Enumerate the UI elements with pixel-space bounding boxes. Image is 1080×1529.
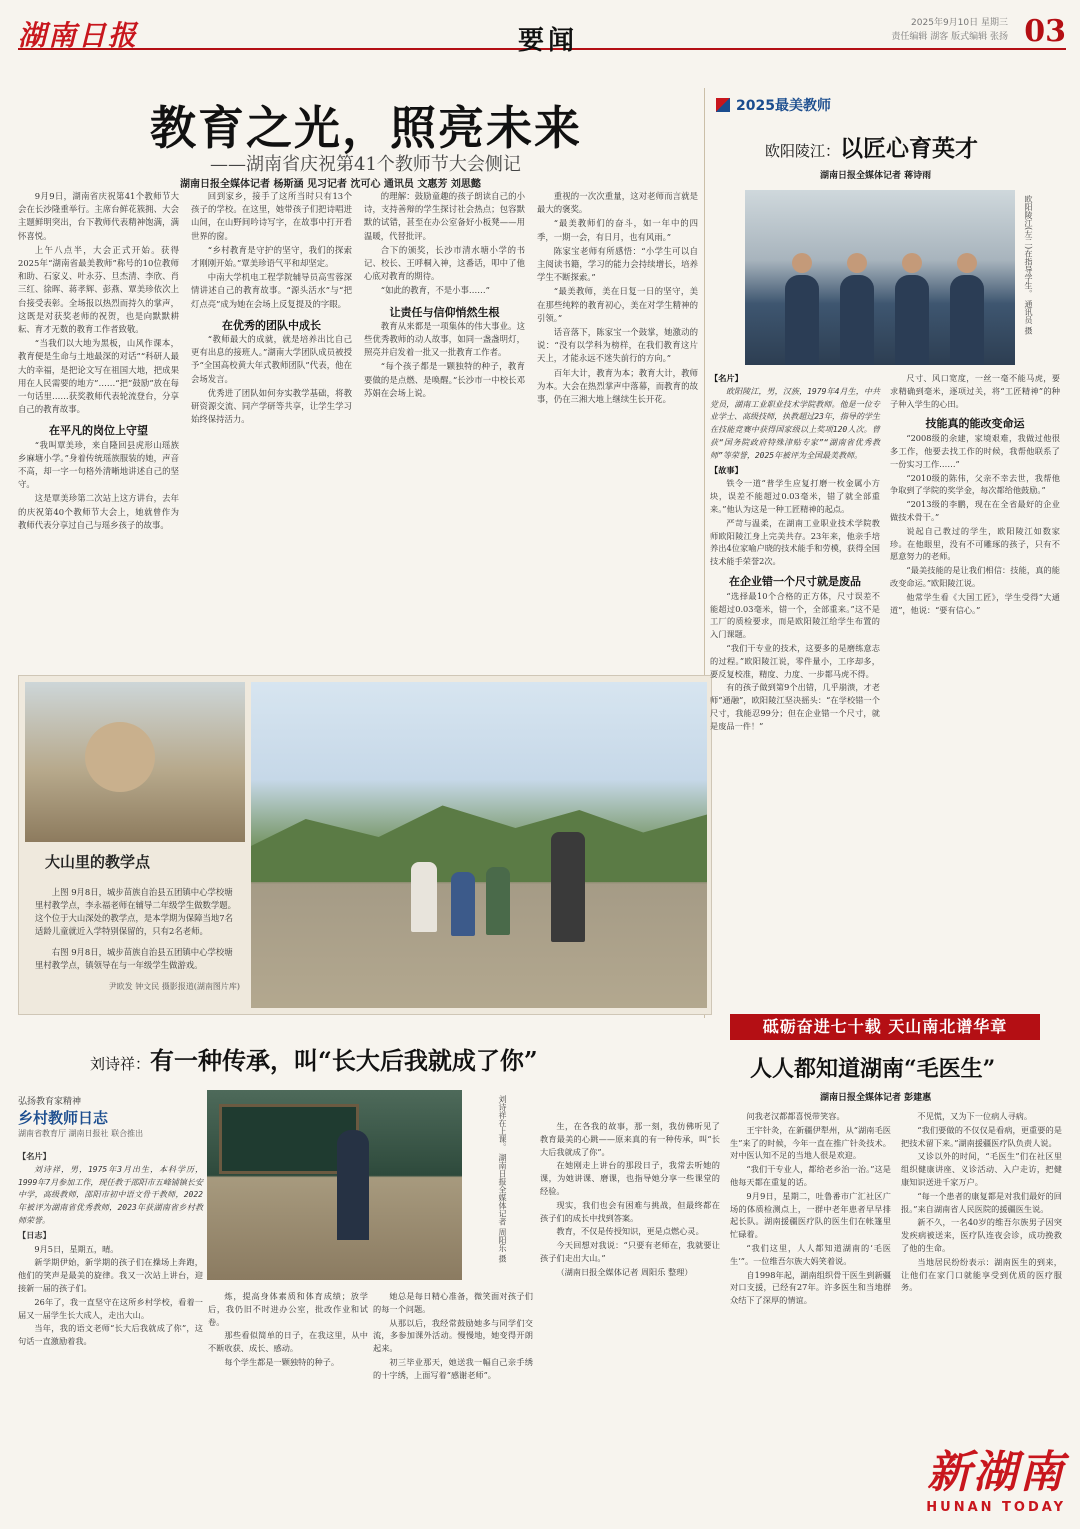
teacher-column-1 — [710, 372, 880, 1007]
caption-right: 右图 9月8日，城步苗族自治县五团镇中心学校塘里村教学点，镇领导在与一年级学生做游戏。 — [35, 947, 233, 970]
paragraph: 教育，不仅是传授知识，更是点燃心灵。 — [556, 1226, 704, 1237]
section-title: 要闻 — [518, 26, 579, 56]
liu-name: 刘诗祥： — [90, 1055, 151, 1073]
paragraph: “选择最10个合格的正方体，尺寸误差不能超过0.03毫米，错一个，全部重来。”这不是工厂的质检要求，而是欧阳陵江给学生布置的入门课题。 — [710, 590, 880, 640]
liu-column-4 — [540, 1120, 720, 1520]
paragraph: “乡村教育是守护的坚守，我们的探索才刚刚开始。”覃美珍语气平和却坚定。 — [191, 244, 352, 269]
paragraph: 陈家宝老师有所感悟：“小学生可以自主阅读书籍，学习的能力会持续增长，培养学生不断探索。” — [537, 245, 698, 283]
paragraph: 那些看似简单的日子，在我这里，从中不断收获、成长、感动。 — [208, 1330, 368, 1354]
paragraph: 现实，我们也会有困难与挑战，但最终都在孩子们的成长中找到答案。 — [540, 1199, 720, 1223]
masthead — [18, 14, 1066, 56]
paragraph: “最美技能的是让我们相信：技能，真的能改变命运。”欧阳陵江说。 — [890, 565, 1060, 588]
column-tag-big: 乡村教师日志 — [18, 1109, 109, 1127]
paragraph: 王宇针灸，在新疆伊犁州，从“湖南毛医生”来了的时候，今年一直在推广针灸技术。对中医认知不足的当地人很是欢迎。 — [730, 1124, 891, 1161]
paragraph: “教师最大的成就，就是培养出比自己更有出息的接班人。”湖南大学团队成员被授予“全国高校黄大年式教师团队”代表，他在会场发言。 — [191, 334, 352, 384]
teacher-head — [902, 253, 922, 273]
student-figure — [785, 275, 819, 365]
paragraph: 9月9日，星期二，吐鲁番市广汇社区广场的体质检测点上，一群中老年患者早早排起长队。湖南援疆医疗队的医生们在帐篷里忙碌着。 — [730, 1190, 891, 1240]
student-head — [847, 253, 867, 273]
classroom-photo — [25, 682, 245, 842]
paragraph: 优秀进了团队如何夯实教学基础，将教研资源交流、同产学研等共享，让学生学习始终保持活力。 — [191, 387, 352, 425]
workshop-photo — [745, 190, 1015, 365]
paragraph: 他常学生看《大国工匠》，学生受得“大通道”，他说：“要有信心。” — [890, 591, 1060, 615]
paragraph: 严苛与温柔，在湖南工业职业技术学院教师欧阳陵江身上完美共存。23年来，他亲手培养出4位家喻户晓的技术能手和劳模，获得全国技术能手荣誉2次。 — [710, 517, 880, 567]
adult-figure — [551, 832, 585, 942]
paragraph: 炼，提高身体素质和体育成绩；放学后，我仍旧不时进办公室，批改作业和试卷。 — [208, 1291, 368, 1327]
mountain-shape — [251, 792, 707, 882]
liu-column-3 — [373, 1290, 533, 1520]
paragraph: 话音落下，陈家宝一个鼓掌，她激动的说：“没有以学科为榜样，在我们教育这片天上，才能永远不迷失前行的方向。” — [537, 327, 698, 364]
photo-feature — [18, 675, 712, 1015]
paragraph: 不见慌，又为下一位病人寻病。 — [917, 1111, 1033, 1121]
photo-credit: 尹欧发 钟文民 摄影报道(湖南图片库) — [108, 982, 240, 991]
watermark-en: HUNAN TODAY — [926, 1500, 1066, 1515]
paragraph: 百年大计，教育为本；教育大计，教师为本。大会在热烈掌声中落幕，而教育的故事，仍在三湘大地上继续生长开花。 — [537, 367, 698, 405]
paragraph: 上午八点半，大会正式开始。获得2025年“湖南省最美教师”称号的10位教师和助、石家义、叶永芬、旦杰清、李欣、肖三红、徐晖、蒋孝辉、彭燕、覃美珍依次上台接受表彰。全场报以热烈而持久的掌声，这既是对获奖老师的祝贺，也是向默默耕耘、育才无数的教育工作者致敬。 — [18, 244, 179, 335]
liu-photo-caption: 刘诗祥在上课。 湖南日报全媒体记者 周阳乐 摄 — [498, 1095, 507, 1263]
teacher-byline: 湖南日报全媒体记者 蒋诗雨 — [820, 171, 932, 181]
paragraph: “我们干专业人，都给老乡治一治。”这是他每天都在重复的话。 — [730, 1164, 891, 1187]
paragraph: “如此的教育，不是小事……” — [380, 285, 490, 296]
paragraph: “2013级的李鹏，现在在全省最好的企业做技术骨干。” — [890, 499, 1060, 522]
paragraph: 铁令一道“普学生应复打磨一枚金属小方块，误差不能超过0.03毫米，错了就全部重来。”他认为这是一种工匠精神的起点。 — [710, 478, 880, 514]
paragraph: 说起自己教过的学生，欧阳陵江如数家珍。在他眼里，没有不可雕琢的孩子，只有不愿意努力的老师。 — [890, 525, 1060, 562]
watermark-logo — [926, 1436, 1066, 1515]
paragraph: 中南大学机电工程学院辅导员高雪蓉深情讲述自己的教育故事。“源头活水”与“把灯点亮”成为她在会场上反复提及的字眼。 — [191, 272, 352, 309]
mao-headline: 人人都知道湖南“毛医生” — [750, 1056, 996, 1082]
teacher-headline — [765, 130, 978, 163]
column-tag-partner: 湖南省教育厅 湖南日报社 联合推出 — [18, 1129, 144, 1138]
profile-text: 欧阳陵江，男，汉族，1979年4月生，中共党员，湖南工业职业技术学院教师。他是一位专业学士、高级技师，执教超过23年，指导的学生在技能竞赛中获得国家级以上奖项120人次。曾获“国务院政府特殊津贴专家”“湖南省优秀教师”等荣誉，2025年被评为全国最美教师。 — [710, 386, 880, 460]
teacher-figure — [895, 275, 929, 365]
special-banner: 砥砺奋进七十载 天山南北谱华章 — [730, 1014, 1040, 1040]
paragraph: “2010级的陈伟，父亲不幸去世，我帮他争取到了学院的奖学金，每次都给他鼓励。” — [890, 472, 1060, 496]
tag-2025-teacher: 2025最美教师 — [716, 95, 831, 115]
paragraph: 9月9日，湖南省庆祝第41个教师节大会在长沙隆重举行。主席台鲜花簇拥、大会主题鲜明突出，台下教师代表精神饱满，满怀喜悦。 — [18, 191, 179, 241]
newspaper-logo: 湖南日报 — [18, 19, 139, 52]
story-label: 【故事】 — [710, 464, 743, 475]
column-tag — [18, 1094, 168, 1144]
paragraph: 每个学生都是一颗独特的种子。 — [224, 1356, 340, 1367]
paragraph: “我们要做的不仅仅是看病，更重要的是把技术留下来。”湖南援疆医疗队负责人说。 — [901, 1124, 1062, 1148]
lead-subtitle: ——湖南省庆祝第41个教师节大会侧记 — [210, 154, 521, 175]
paragraph: 生，在各我的故事，那一刻，我仿佛听见了教育最美的心跳——原来真的有一种传承，叫“长大后我就成了你”。 — [540, 1121, 720, 1157]
paragraph: （湖南日报全媒体记者 周阳乐 整理） — [556, 1266, 693, 1277]
paragraph: 初三毕业那天，她送我一幅自己亲手绣的十字绣，上面写着“感谢老师”。 — [373, 1356, 533, 1380]
teacher-name: 欧阳陵江： — [765, 142, 841, 160]
liu-title: 有一种传承，叫“长大后我就成了你” — [150, 1046, 538, 1075]
paragraph: 今天回想对我说：“只要有老师在，我就要让孩子们走出大山。” — [540, 1240, 720, 1263]
liu-column-2 — [208, 1290, 368, 1520]
subheading: 让责任与信仰悄然生根 — [389, 305, 500, 319]
liu-headline — [90, 1041, 538, 1076]
child-figure — [451, 872, 475, 936]
lead-column-3 — [364, 190, 525, 660]
paragraph: 重视的一次次重量，这对老师而言就是最大的褒奖。 — [537, 191, 698, 215]
issue-date: 2025年9月10日 星期三 — [911, 18, 1008, 28]
paragraph: 问我老汉都都喜悦带笑容。 — [746, 1111, 845, 1121]
paragraph: “最美教师们的奋斗，如一年中的四季，一期一会，有日月，也有风雨。” — [537, 218, 698, 242]
teacher-body — [710, 372, 1060, 1007]
photo-caption — [35, 886, 240, 993]
student-head — [957, 253, 977, 273]
paragraph: 教育从来都是一项集体的伟大事业。这些优秀教师的动人故事，如同一盏盏明灯，照亮并启发着一批又一批教育工作者。 — [364, 320, 525, 358]
lead-column-2 — [191, 190, 352, 660]
paragraph: 9月5日，星期五，晴。 — [34, 1243, 119, 1254]
teacher-title: 以匠心育英才 — [840, 135, 979, 162]
mountain-playground-photo — [251, 682, 707, 1008]
paragraph: 自1998年起，湖南组织骨干医生到新疆对口支援，已经有27年。许多医生和当地群众结下了深厚的情谊。 — [730, 1269, 891, 1306]
subheading: 在优秀的团队中成长 — [222, 318, 321, 332]
staff-line: 责任编辑 湖客 版式编辑 张扬 — [891, 32, 1008, 42]
lead-byline: 湖南日报全媒体记者 杨斯涵 见习记者 沈可心 通讯员 文惠芳 刘思懿 — [180, 179, 481, 190]
watermark-cn: 新湖南 — [927, 1447, 1066, 1498]
paragraph: 有的孩子做到第9个出错，几乎崩溃，才老师“通融”，欧阳陵江坚决摇头：“在学校错一个尺寸，我能忍99分；但在企业错一个尺寸，就是废品一件！” — [710, 682, 880, 731]
column-tag-small: 弘扬教育家精神 — [18, 1097, 82, 1107]
paragraph: “2008级的余建，家境艰难，我做过他很多工作，他要去找工作的时候，我帮他联系了一份实习工作……” — [890, 433, 1060, 469]
issue-meta — [891, 16, 1008, 44]
paragraph: “当我们以大地为黑板，山风作课本，教育便是生命与土地最深的对话”“科研人最大的幸福，是把论文写在祖国大地，把成果用在人民需要的地方”……“把”鼓励”放在每一句话里……获奖教师代表轮流登台，分享自己的教育故事。 — [18, 338, 179, 415]
paragraph: 新学期伊始，新学期的孩子们在操场上奔跑，他们的笑声是最美的旋律。我又一次站上讲台，迎接新一届的孩子们。 — [18, 1257, 203, 1293]
paragraph: 合下的颁奖，长沙市清水塘小学的书记、校长、王呼桐入神，这番话，叩中了他心底对教育的期待。 — [364, 244, 525, 282]
paragraph: 在她刚走上讲台的那段日子，我常去听她的课，为她讲课、磨课，也指导她分享一些课堂的经验。 — [540, 1160, 720, 1196]
profile-label: 【名片】 — [18, 1151, 51, 1161]
paragraph: “我们干专业的技术，这要多的是磨练意志的过程。”欧阳陵江说，零件量小，工序却多，要反复校准，精度、力度、一步都马虎不得。 — [710, 642, 880, 679]
paragraph: “每一个患者的康复都是对我们最好的回报。”来自湖南省人民医院的援疆医生说。 — [901, 1190, 1062, 1214]
mao-byline: 湖南日报全媒体记者 彭建惠 — [820, 1093, 932, 1103]
lead-column-4 — [537, 190, 698, 660]
paragraph: 新不久，一名40岁的维吾尔族男子因突发疾病被送来，医疗队连夜会诊，成功挽救了他的生命。 — [901, 1217, 1062, 1253]
child-figure — [486, 867, 510, 935]
paragraph: 尺寸、风口宽度，一丝一毫不能马虎，要求精确到毫米，逐项过关，将“工匠精神”的种子种入学生的心田。 — [890, 373, 1060, 409]
paragraph: 这是覃美珍第二次站上这方讲台，去年的庆祝第40个教师节大会上，她就曾作为教师代表分享过自己与瑶乡孩子的故事。 — [18, 493, 179, 530]
photo-label: 大山里的教学点 — [45, 853, 151, 871]
lead-body — [18, 190, 698, 660]
student-figure — [840, 275, 874, 365]
paragraph: 她总是每日精心准备，微笑面对孩子们的每一个问题。 — [373, 1291, 533, 1314]
caption-top: 上图 9月8日，城步苗族自治县五团镇中心学校塘里村教学点，李永福老师在辅导二年级学生做数学题。这个位于大山深处的教学点，是本学期为保障当地7名适龄儿童就近入学特别保留的，只有2名老师。 — [35, 887, 236, 936]
teacher-column-2 — [890, 372, 1060, 1007]
child-figure — [411, 862, 437, 932]
paragraph: 26年了，我一直坚守在这所乡村学校，看着一届又一届学生长大成人，走出大山。 — [18, 1296, 203, 1320]
profile-label: 【名片】 — [710, 373, 743, 383]
subheading: 在平凡的岗位上守望 — [49, 424, 148, 438]
student-head — [792, 253, 812, 273]
paragraph: “我们这里，人人都知道湖南的‘毛医生’”。一位维吾尔族大妈笑着说。 — [730, 1242, 891, 1266]
lead-column-1 — [18, 190, 179, 660]
liu-column-1 — [18, 1150, 203, 1520]
student-figure — [950, 275, 984, 365]
paragraph: 当年，我的语文老师“长大后我就成了你”，这句话一直激励着我。 — [18, 1323, 203, 1347]
page-number: 03 — [1024, 14, 1066, 49]
subheading: 技能真的能改变命运 — [925, 417, 1025, 431]
paragraph: 当地居民纷纷表示：湖南医生的到来，让他们在家门口就能享受到优质的医疗服务。 — [901, 1256, 1062, 1293]
paragraph: “我叫覃美珍，来自隆回县虎形山瑶族乡麻塘小学。”身着传统瑶族服装的她，声音不高，却一字一句格外清晰地讲述自己的坚守。 — [18, 439, 179, 490]
paragraph: 回到家乡，接手了这所当时只有13个孩子的学校。在这里，她带孩子们把诗唱进山间，在山野间吟诗写字，在故事中打开看世界的窗。 — [191, 191, 352, 241]
mao-column-1 — [730, 1110, 891, 1520]
subheading: 在企业错一个尺寸就是废品 — [729, 574, 861, 588]
paragraph: 从那以后，我经常鼓励她多与同学们交流，多参加课外活动。慢慢地，她变得开朗起来。 — [373, 1317, 533, 1354]
profile-text: 刘诗祥，男，1975年3月出生，本科学历，1999年7月参加工作，现任教于邵阳市五峰铺镇长安中学，高级教师，邵阳市初中语文骨干教师，2022年被评为湖南省优秀教师，2023年获湖南省乡村教师荣誉。 — [18, 1164, 203, 1225]
lead-headline: 教育之光，照亮未来 — [150, 101, 582, 155]
paragraph: “每个孩子都是一颗独特的种子，教育要做的是点燃、是唤醒。”长沙市一中校长邓苏娟在会场上说。 — [364, 361, 525, 398]
paragraph: 又诊以外的时间，“毛医生”们在社区里组织健康讲座、义诊活动、入户走访，把健康知识送进千家万户。 — [901, 1151, 1062, 1187]
paragraph: “最美教师，美在日复一日的坚守，美在那些纯粹的教育初心，美在对学生精神的引领。” — [537, 286, 698, 323]
paragraph: 的理解：鼓励童趣的孩子朗读自己的小诗，支持善辩的学生探讨社会热点；包容默默的试错，甚至在办公室备好小板凳——用温暖，代替批评。 — [364, 191, 525, 241]
diary-label: 【日志】 — [18, 1229, 51, 1240]
workshop-photo-caption: 欧阳陵江(左二)在指导学生。 通讯员 摄 — [1024, 195, 1033, 335]
